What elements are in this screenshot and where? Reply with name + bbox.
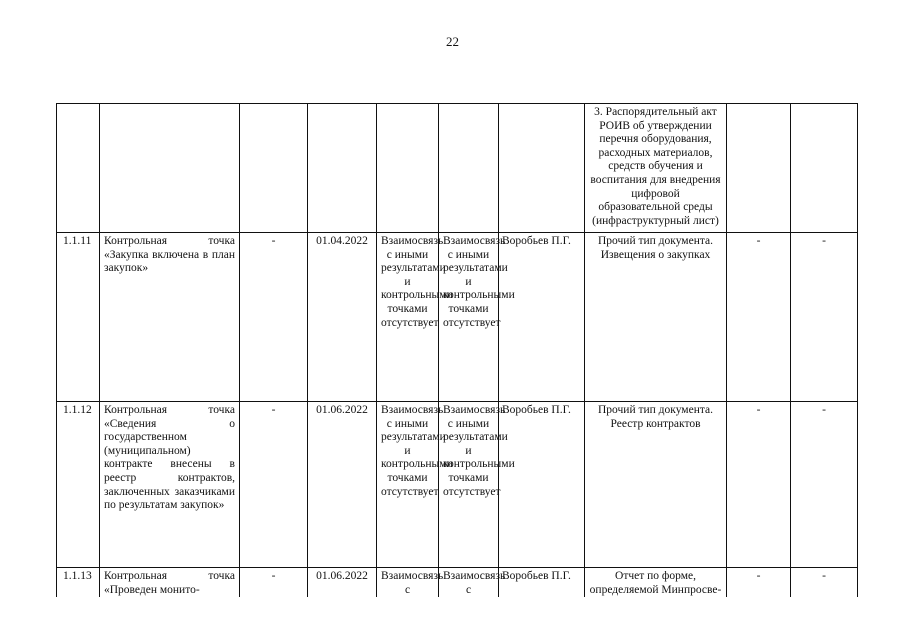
- cell-num: [57, 104, 100, 233]
- cell-col9: -: [727, 402, 791, 568]
- cell-rel-prev: Взаимосвязь с иными результатами и контрольными точками отсутствует: [377, 233, 439, 402]
- cell-name: Контрольная точка «Сведения о государственном (муниципальном) контракте внесены в реестр контрактов, заключенных заказчиками по результатам закупок»: [100, 402, 240, 568]
- cell-num: 1.1.12: [57, 402, 100, 568]
- cell-name: [100, 104, 240, 233]
- cell-result: Прочий тип документа. Реестр контрактов: [585, 402, 727, 568]
- cell-col9: -: [727, 233, 791, 402]
- cell-rel-next: Взаимосвязь с иными результатами и контрольными точками отсутствует: [439, 233, 499, 402]
- page-number: 22: [446, 34, 459, 49]
- table-row: [57, 402, 858, 568]
- cell-col10: -: [791, 568, 858, 598]
- cell-name: Контрольная точка «Проведен монито-: [100, 568, 240, 598]
- cell-end: 01.04.2022: [308, 233, 377, 402]
- table-row: [57, 568, 858, 598]
- cell-col9: -: [727, 568, 791, 598]
- cell-start: [240, 104, 308, 233]
- cell-result: Отчет по форме, определяемой Минпросве-: [585, 568, 727, 598]
- cell-num: 1.1.11: [57, 233, 100, 402]
- cell-end: [308, 104, 377, 233]
- cell-start: -: [240, 402, 308, 568]
- cell-rel-next: Взаимосвязь с: [439, 568, 499, 598]
- plan-table: [56, 103, 858, 597]
- cell-name: Контрольная точка «Закупка включена в план закупок»: [100, 233, 240, 402]
- cell-end: 01.06.2022: [308, 568, 377, 598]
- cell-executor: Воробьев П.Г.: [499, 233, 585, 402]
- cell-col10: -: [791, 233, 858, 402]
- cell-col10: [791, 104, 858, 233]
- cell-rel-next: [439, 104, 499, 233]
- cell-rel-next: Взаимосвязь с иными результатами и контрольными точками отсутствует: [439, 402, 499, 568]
- cell-result: 3. Распорядительный акт РОИВ об утверждении перечня оборудования, расходных материалов, средств обучения и воспитания для внедрения цифровой образовательной среды (инфраструктурный лист): [585, 104, 727, 233]
- cell-result: Прочий тип документа. Извещения о закупках: [585, 233, 727, 402]
- cell-start: -: [240, 568, 308, 598]
- cell-end: 01.06.2022: [308, 402, 377, 568]
- table-row: [57, 104, 858, 233]
- cell-rel-prev: Взаимосвязь с: [377, 568, 439, 598]
- cell-num: 1.1.13: [57, 568, 100, 598]
- cell-col10: -: [791, 402, 858, 568]
- cell-executor: Воробьев П.Г.: [499, 568, 585, 598]
- cell-rel-prev: [377, 104, 439, 233]
- cell-executor: Воробьев П.Г.: [499, 402, 585, 568]
- cell-executor: [499, 104, 585, 233]
- cell-rel-prev: Взаимосвязь с иными результатами и контрольными точками отсутствует: [377, 402, 439, 568]
- cell-col9: [727, 104, 791, 233]
- table-row: [57, 233, 858, 402]
- cell-start: -: [240, 233, 308, 402]
